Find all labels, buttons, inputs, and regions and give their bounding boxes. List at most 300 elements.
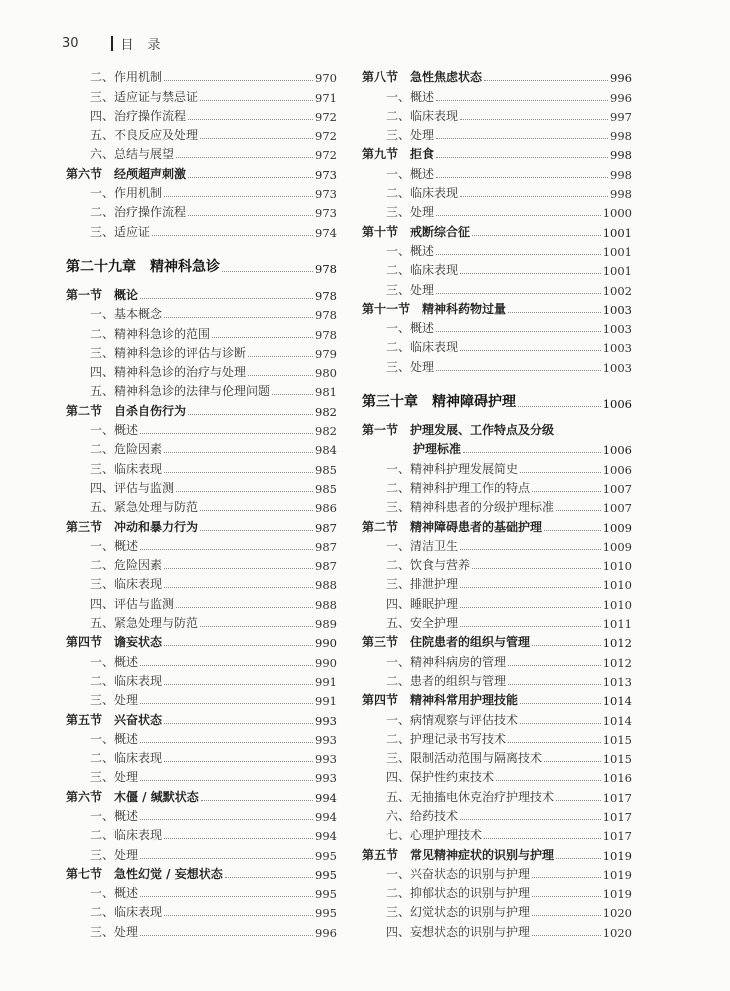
toc-entry-title: 四、评估与监测 <box>90 480 175 495</box>
toc-entry-title: 第十一节 精神科药物过量 <box>362 301 507 316</box>
dot-leader <box>520 472 601 473</box>
toc-entry-section[interactable] <box>66 631 337 650</box>
dot-leader <box>164 684 313 685</box>
toc-entry-page: 1003 <box>602 302 632 317</box>
toc-entry-page: 1001 <box>602 225 632 240</box>
toc-entry-item[interactable] <box>362 124 632 143</box>
toc-entry-item[interactable] <box>66 670 337 689</box>
toc-entry-page: 970 <box>315 71 337 86</box>
header-divider <box>111 36 113 51</box>
dot-leader <box>508 312 601 313</box>
toc-entry-item[interactable] <box>362 805 632 824</box>
dot-leader <box>484 80 608 81</box>
toc-entry-title: 五、紧急处理与防范 <box>90 616 199 631</box>
toc-entry-page: 972 <box>315 148 337 163</box>
toc-entry-section[interactable] <box>362 143 632 162</box>
toc-entry-title: 二、精神科急诊的范围 <box>90 326 211 341</box>
dot-leader <box>164 838 313 839</box>
dot-leader <box>140 858 313 859</box>
toc-entry-page: 1006 <box>602 462 632 477</box>
toc-entry-page: 972 <box>315 129 337 144</box>
dot-leader <box>484 838 601 839</box>
toc-entry-page: 1019 <box>602 887 632 902</box>
dot-leader <box>212 337 313 338</box>
dot-leader <box>176 491 313 492</box>
toc-entry-page: 989 <box>315 617 337 632</box>
toc-entry-title: 三、处理 <box>90 847 139 862</box>
toc-entry-page: 1020 <box>602 925 632 940</box>
toc-entry-title: 一、概述 <box>90 886 139 901</box>
toc-entry-item[interactable] <box>66 650 337 669</box>
toc-entry-title: 三、处理 <box>386 128 435 143</box>
toc-entry-item[interactable] <box>66 496 337 515</box>
toc-entry-title: 第三节 冲动和暴力行为 <box>66 519 199 534</box>
toc-entry-item[interactable] <box>362 457 632 476</box>
toc-entry-section[interactable] <box>66 708 337 727</box>
toc-entry-title: 六、给药技术 <box>386 808 459 823</box>
toc-entry-page: 1012 <box>602 636 632 651</box>
toc-entry-section-first[interactable] <box>362 419 632 438</box>
toc-entry-item[interactable] <box>362 85 632 104</box>
toc-entry-page: 1017 <box>602 809 632 824</box>
dot-leader <box>140 549 313 550</box>
toc-entry-item[interactable] <box>362 317 632 336</box>
toc-entry-page: 1006 <box>602 443 632 458</box>
toc-entry-title: 二、危险因素 <box>90 442 163 457</box>
dot-leader <box>164 196 313 197</box>
toc-entry-item[interactable] <box>66 901 337 920</box>
toc-entry-page: 981 <box>315 385 337 400</box>
dot-leader <box>532 915 601 916</box>
toc-entry-page: 998 <box>610 129 632 144</box>
toc-entry-title: 六、总结与展望 <box>90 147 175 162</box>
toc-entry-title: 二、精神科护理工作的特点 <box>386 480 531 495</box>
dot-leader <box>200 510 313 511</box>
dot-leader <box>544 530 601 531</box>
dot-leader <box>532 645 601 646</box>
toc-entry-item[interactable] <box>66 612 337 631</box>
toc-entry-item[interactable] <box>66 380 337 399</box>
dot-leader <box>460 819 601 820</box>
dot-leader <box>140 780 313 781</box>
dot-leader <box>164 645 313 646</box>
toc-entry-title: 第三十章 精神障碍护理 <box>362 393 516 410</box>
toc-entry-title: 第八节 急性焦虑状态 <box>362 70 483 85</box>
toc-entry-item[interactable] <box>66 361 337 380</box>
dot-leader <box>225 877 313 878</box>
toc-entry-item[interactable] <box>362 162 632 181</box>
toc-entry-item[interactable] <box>66 303 337 322</box>
dot-leader <box>248 375 313 376</box>
dot-leader <box>140 703 313 704</box>
toc-entry-page: 1010 <box>602 597 632 612</box>
toc-entry-page: 1014 <box>602 713 632 728</box>
toc-entry-page: 993 <box>315 771 337 786</box>
toc-entry-item[interactable] <box>66 689 337 708</box>
toc-entry-title: 第六节 木僵 / 缄默状态 <box>66 789 199 804</box>
dot-leader <box>188 414 313 415</box>
toc-entry-item[interactable] <box>66 920 337 939</box>
toc-entry-title: 二、临床表现 <box>90 673 163 688</box>
toc-entry-item[interactable] <box>362 278 632 297</box>
dot-leader <box>508 684 601 685</box>
toc-entry-page: 993 <box>315 713 337 728</box>
toc-entry-item[interactable] <box>362 882 632 901</box>
toc-entry-page: 982 <box>315 424 337 439</box>
toc-entry-item[interactable] <box>362 336 632 355</box>
toc-entry-page: 979 <box>315 346 337 361</box>
toc-entry-title: 一、概述 <box>90 808 139 823</box>
toc-entry-page: 1010 <box>602 559 632 574</box>
toc-entry-page: 1019 <box>602 867 632 882</box>
toc-entry-title: 第五节 兴奋状态 <box>66 712 163 727</box>
toc-entry-title: 一、概述 <box>90 731 139 746</box>
toc-entry-page: 1003 <box>602 360 632 375</box>
dot-leader <box>460 587 601 588</box>
toc-entry-item[interactable] <box>362 477 632 496</box>
toc-entry-section[interactable] <box>362 515 632 534</box>
page-header <box>62 34 175 52</box>
dot-leader <box>556 800 601 801</box>
toc-entry-page: 1012 <box>602 655 632 670</box>
toc-entry-page: 987 <box>315 520 337 535</box>
toc-entry-cont[interactable] <box>362 438 632 457</box>
toc-entry-page: 978 <box>315 308 337 323</box>
header-title: 目录 <box>120 37 175 53</box>
toc-entry-item[interactable] <box>362 592 632 611</box>
toc-entry-title: 二、临床表现 <box>386 263 459 278</box>
dot-leader <box>200 626 313 627</box>
toc-entry-title: 三、处理 <box>90 693 139 708</box>
toc-entry-item[interactable] <box>66 322 337 341</box>
toc-entry-title: 一、清洁卫生 <box>386 538 459 553</box>
toc-entry-page: 994 <box>315 829 337 844</box>
toc-entry-title: 三、幻觉状态的识别与护理 <box>386 905 531 920</box>
toc-entry-section[interactable] <box>362 631 632 650</box>
toc-entry-title: 二、抑郁状态的识别与护理 <box>386 886 531 901</box>
toc-entry-title: 三、排泄护理 <box>386 577 459 592</box>
toc-entry-item[interactable] <box>66 728 337 747</box>
toc-entry-item[interactable] <box>362 785 632 804</box>
dot-leader <box>556 858 601 859</box>
dot-leader <box>140 433 313 434</box>
toc-entry-item[interactable] <box>66 592 337 611</box>
toc-entry-item[interactable] <box>362 496 632 515</box>
toc-entry-item[interactable] <box>66 805 337 824</box>
toc-entry-item[interactable] <box>362 728 632 747</box>
toc-entry-item[interactable] <box>362 355 632 374</box>
dot-leader <box>532 877 601 878</box>
dot-leader <box>188 119 313 120</box>
dot-leader <box>140 935 313 936</box>
toc-entry-title: 三、处理 <box>386 205 435 220</box>
toc-entry-page: 978 <box>315 261 337 276</box>
toc-entry-item[interactable] <box>362 573 632 592</box>
dot-leader <box>164 761 313 762</box>
toc-entry-item[interactable] <box>66 477 337 496</box>
toc-entry-title: 二、临床表现 <box>386 108 459 123</box>
toc-entry-item[interactable] <box>362 901 632 920</box>
toc-entry-title: 二、临床表现 <box>90 828 163 843</box>
toc-entry-page: 991 <box>315 694 337 709</box>
toc-entry-item[interactable] <box>362 612 632 631</box>
toc-entry-chapter[interactable] <box>362 387 632 411</box>
dot-leader <box>436 370 601 371</box>
dot-leader <box>436 100 608 101</box>
toc-entry-title: 五、无抽搐电休克治疗护理技术 <box>386 789 555 804</box>
toc-entry-title: 第一节 概论 <box>66 287 139 302</box>
toc-entry-section[interactable] <box>362 298 632 317</box>
toc-entry-page: 985 <box>315 481 337 496</box>
toc-entry-title: 四、精神科急诊的治疗与处理 <box>90 365 247 380</box>
toc-entry-page: 980 <box>315 366 337 381</box>
dot-leader <box>188 177 313 178</box>
dot-leader <box>520 723 601 724</box>
toc-entry-item[interactable] <box>362 670 632 689</box>
toc-entry-page: 1007 <box>602 501 632 516</box>
toc-entry-title: 五、精神科急诊的法律与伦理问题 <box>90 384 271 399</box>
toc-entry-item[interactable] <box>362 259 632 278</box>
toc-entry-title: 三、临床表现 <box>90 577 163 592</box>
toc-entry-title: 四、保护性约束技术 <box>386 770 495 785</box>
toc-entry-page: 995 <box>315 906 337 921</box>
toc-entry-item[interactable] <box>362 766 632 785</box>
toc-entry-title: 一、概述 <box>386 166 435 181</box>
toc-entry-item[interactable] <box>362 182 632 201</box>
dot-leader <box>140 819 313 820</box>
dot-leader <box>176 157 313 158</box>
toc-entry-page: 978 <box>315 327 337 342</box>
toc-entry-page: 1010 <box>602 578 632 593</box>
toc-entry-page: 995 <box>315 867 337 882</box>
toc-entry-section[interactable] <box>66 515 337 534</box>
dot-leader <box>496 780 601 781</box>
toc-entry-title: 二、作用机制 <box>90 70 163 85</box>
toc-entry-item[interactable] <box>66 747 337 766</box>
toc-entry-title: 一、概述 <box>386 243 435 258</box>
toc-entry-item[interactable] <box>66 85 337 104</box>
toc-entry-section[interactable] <box>66 863 337 882</box>
toc-entry-item[interactable] <box>362 240 632 259</box>
toc-entry-page: 993 <box>315 732 337 747</box>
toc-entry-item[interactable] <box>362 747 632 766</box>
toc-entry-title: 第二节 精神障碍患者的基础护理 <box>362 519 543 534</box>
dot-leader <box>520 703 601 704</box>
toc-entry-title: 第二节 自杀自伤行为 <box>66 403 187 418</box>
toc-entry-item[interactable] <box>66 535 337 554</box>
toc-entry-page: 1020 <box>602 906 632 921</box>
toc-entry-title: 三、处理 <box>386 359 435 374</box>
dot-leader <box>164 472 313 473</box>
toc-entry-title: 第二十九章 精神科急诊 <box>66 258 220 275</box>
toc-entry-page: 1016 <box>602 771 632 786</box>
toc-entry-page: 994 <box>315 790 337 805</box>
dot-leader <box>140 298 313 299</box>
toc-entry-page: 996 <box>610 90 632 105</box>
toc-entry-title: 第一节 护理发展、工作特点及分级 <box>362 423 555 438</box>
toc-entry-title: 第四节 谵妄状态 <box>66 635 163 650</box>
dot-leader <box>164 915 313 916</box>
toc-entry-page: 986 <box>315 501 337 516</box>
toc-entry-item[interactable] <box>66 766 337 785</box>
toc-entry-title: 三、临床表现 <box>90 461 163 476</box>
dot-leader <box>532 935 601 936</box>
toc-entry-title: 五、安全护理 <box>386 616 459 631</box>
toc-entry-item[interactable] <box>66 419 337 438</box>
dot-leader <box>460 626 601 627</box>
dot-leader <box>508 665 601 666</box>
toc-entry-item[interactable] <box>362 201 632 220</box>
toc-entry-item[interactable] <box>362 863 632 882</box>
toc-entry-title: 第十节 戒断综合征 <box>362 224 471 239</box>
toc-entry-page: 990 <box>315 636 337 651</box>
toc-entry-title: 一、概述 <box>386 321 435 336</box>
toc-entry-item[interactable] <box>66 105 337 124</box>
toc-entry-page: 1019 <box>602 848 632 863</box>
toc-entry-title: 二、患者的组织与管理 <box>386 673 507 688</box>
toc-entry-section[interactable] <box>66 399 337 418</box>
toc-entry-item[interactable] <box>66 124 337 143</box>
toc-entry-item[interactable] <box>362 650 632 669</box>
dot-leader <box>140 665 313 666</box>
toc-entry-item[interactable] <box>362 708 632 727</box>
toc-entry-item[interactable] <box>362 105 632 124</box>
dot-leader <box>200 138 313 139</box>
toc-entry-title: 二、临床表现 <box>386 186 459 201</box>
toc-entry-item[interactable] <box>66 438 337 457</box>
toc-entry-title: 三、适应证 <box>90 224 151 239</box>
dot-leader <box>532 491 601 492</box>
toc-entry-section[interactable] <box>66 162 337 181</box>
toc-entry-page: 996 <box>315 925 337 940</box>
toc-entry-title: 三、限制活动范围与隔离技术 <box>386 751 543 766</box>
toc-entry-item[interactable] <box>66 843 337 862</box>
toc-entry-page: 993 <box>315 752 337 767</box>
toc-entry-item[interactable] <box>66 824 337 843</box>
toc-entry-page: 1000 <box>602 206 632 221</box>
toc-entry-title: 护理标准 <box>413 442 462 457</box>
toc-entry-title: 五、紧急处理与防范 <box>90 500 199 515</box>
toc-entry-section[interactable] <box>362 66 632 85</box>
toc-entry-title: 五、不良反应及处理 <box>90 128 199 143</box>
toc-entry-item[interactable] <box>66 66 337 85</box>
toc-entry-item[interactable] <box>362 920 632 939</box>
toc-entry-chapter[interactable] <box>66 252 337 276</box>
toc-entry-section[interactable] <box>362 220 632 239</box>
dot-leader <box>463 452 601 453</box>
dot-leader <box>248 356 313 357</box>
dot-leader <box>436 215 601 216</box>
toc-entry-section[interactable] <box>66 785 337 804</box>
toc-entry-title: 二、危险因素 <box>90 558 163 573</box>
toc-entry-title: 二、饮食与营养 <box>386 558 471 573</box>
toc-entry-title: 第五节 常见精神症状的识别与护理 <box>362 847 555 862</box>
toc-entry-title: 第四节 精神科常用护理技能 <box>362 693 519 708</box>
dot-leader <box>436 138 608 139</box>
toc-entry-title: 三、处理 <box>386 282 435 297</box>
toc-entry-title: 一、兴奋状态的识别与护理 <box>386 866 531 881</box>
dot-leader <box>140 742 313 743</box>
dot-leader <box>436 177 608 178</box>
toc-entry-title: 第六节 经颅超声刺激 <box>66 166 187 181</box>
dot-leader <box>164 452 313 453</box>
toc-column-left <box>66 66 337 940</box>
toc-entry-page: 1015 <box>602 752 632 767</box>
toc-entry-title: 三、处理 <box>90 924 139 939</box>
toc-entry-title: 一、精神科护理发展简史 <box>386 461 519 476</box>
toc-entry-page: 971 <box>315 90 337 105</box>
toc-entry-item[interactable] <box>66 342 337 361</box>
dot-leader <box>518 406 601 407</box>
toc-entry-page: 1001 <box>602 244 632 259</box>
toc-entry-page: 1002 <box>602 283 632 298</box>
dot-leader <box>201 800 313 801</box>
toc-entry-page: 990 <box>315 655 337 670</box>
toc-entry-item[interactable] <box>66 882 337 901</box>
toc-entry-page: 1003 <box>602 341 632 356</box>
toc-entry-title: 二、治疗操作流程 <box>90 205 187 220</box>
toc-entry-title: 三、精神科患者的分级护理标准 <box>386 500 555 515</box>
toc-entry-item[interactable] <box>66 182 337 201</box>
toc-entry-page: 994 <box>315 809 337 824</box>
toc-entry-title: 三、适应证与禁忌证 <box>90 89 199 104</box>
toc-entry-title: 第三节 住院患者的组织与管理 <box>362 635 531 650</box>
toc-entry-item[interactable] <box>362 554 632 573</box>
toc-entry-item[interactable] <box>362 824 632 843</box>
toc-entry-item[interactable] <box>66 143 337 162</box>
dot-leader <box>556 510 601 511</box>
dot-leader <box>164 317 313 318</box>
toc-entry-page: 973 <box>315 187 337 202</box>
toc-entry-section[interactable] <box>362 843 632 862</box>
toc-entry-title: 第九节 拒食 <box>362 147 435 162</box>
toc-entry-title: 一、病情观察与评估技术 <box>386 712 519 727</box>
dot-leader <box>164 587 313 588</box>
dot-leader <box>164 723 313 724</box>
toc-entry-page: 978 <box>315 288 337 303</box>
dot-leader <box>460 119 608 120</box>
toc-entry-page: 991 <box>315 674 337 689</box>
dot-leader <box>140 896 313 897</box>
dot-leader <box>508 742 601 743</box>
toc-entry-item[interactable] <box>66 201 337 220</box>
toc-entry-item[interactable] <box>66 220 337 239</box>
dot-leader <box>436 254 601 255</box>
toc-entry-title: 二、临床表现 <box>386 340 459 355</box>
toc-entry-title: 四、妄想状态的识别与护理 <box>386 924 531 939</box>
toc-entry-title: 四、睡眠护理 <box>386 596 459 611</box>
toc-entry-title: 二、临床表现 <box>90 905 163 920</box>
toc-entry-page: 974 <box>315 225 337 240</box>
dot-leader <box>200 100 313 101</box>
toc-entry-title: 一、概述 <box>90 538 139 553</box>
toc-entry-title: 一、概述 <box>90 654 139 669</box>
toc-entry-section[interactable] <box>362 689 632 708</box>
toc-entry-section[interactable] <box>66 284 337 303</box>
toc-entry-item[interactable] <box>66 573 337 592</box>
toc-column-right <box>362 66 632 940</box>
dot-leader <box>164 568 313 569</box>
toc-entry-item[interactable] <box>66 554 337 573</box>
dot-leader <box>460 273 601 274</box>
toc-entry-page: 998 <box>610 148 632 163</box>
toc-entry-title: 二、临床表现 <box>90 751 163 766</box>
toc-entry-item[interactable] <box>362 535 632 554</box>
dot-leader <box>164 80 313 81</box>
dot-leader <box>460 549 601 550</box>
toc-entry-item[interactable] <box>66 457 337 476</box>
toc-entry-page: 1013 <box>602 674 632 689</box>
